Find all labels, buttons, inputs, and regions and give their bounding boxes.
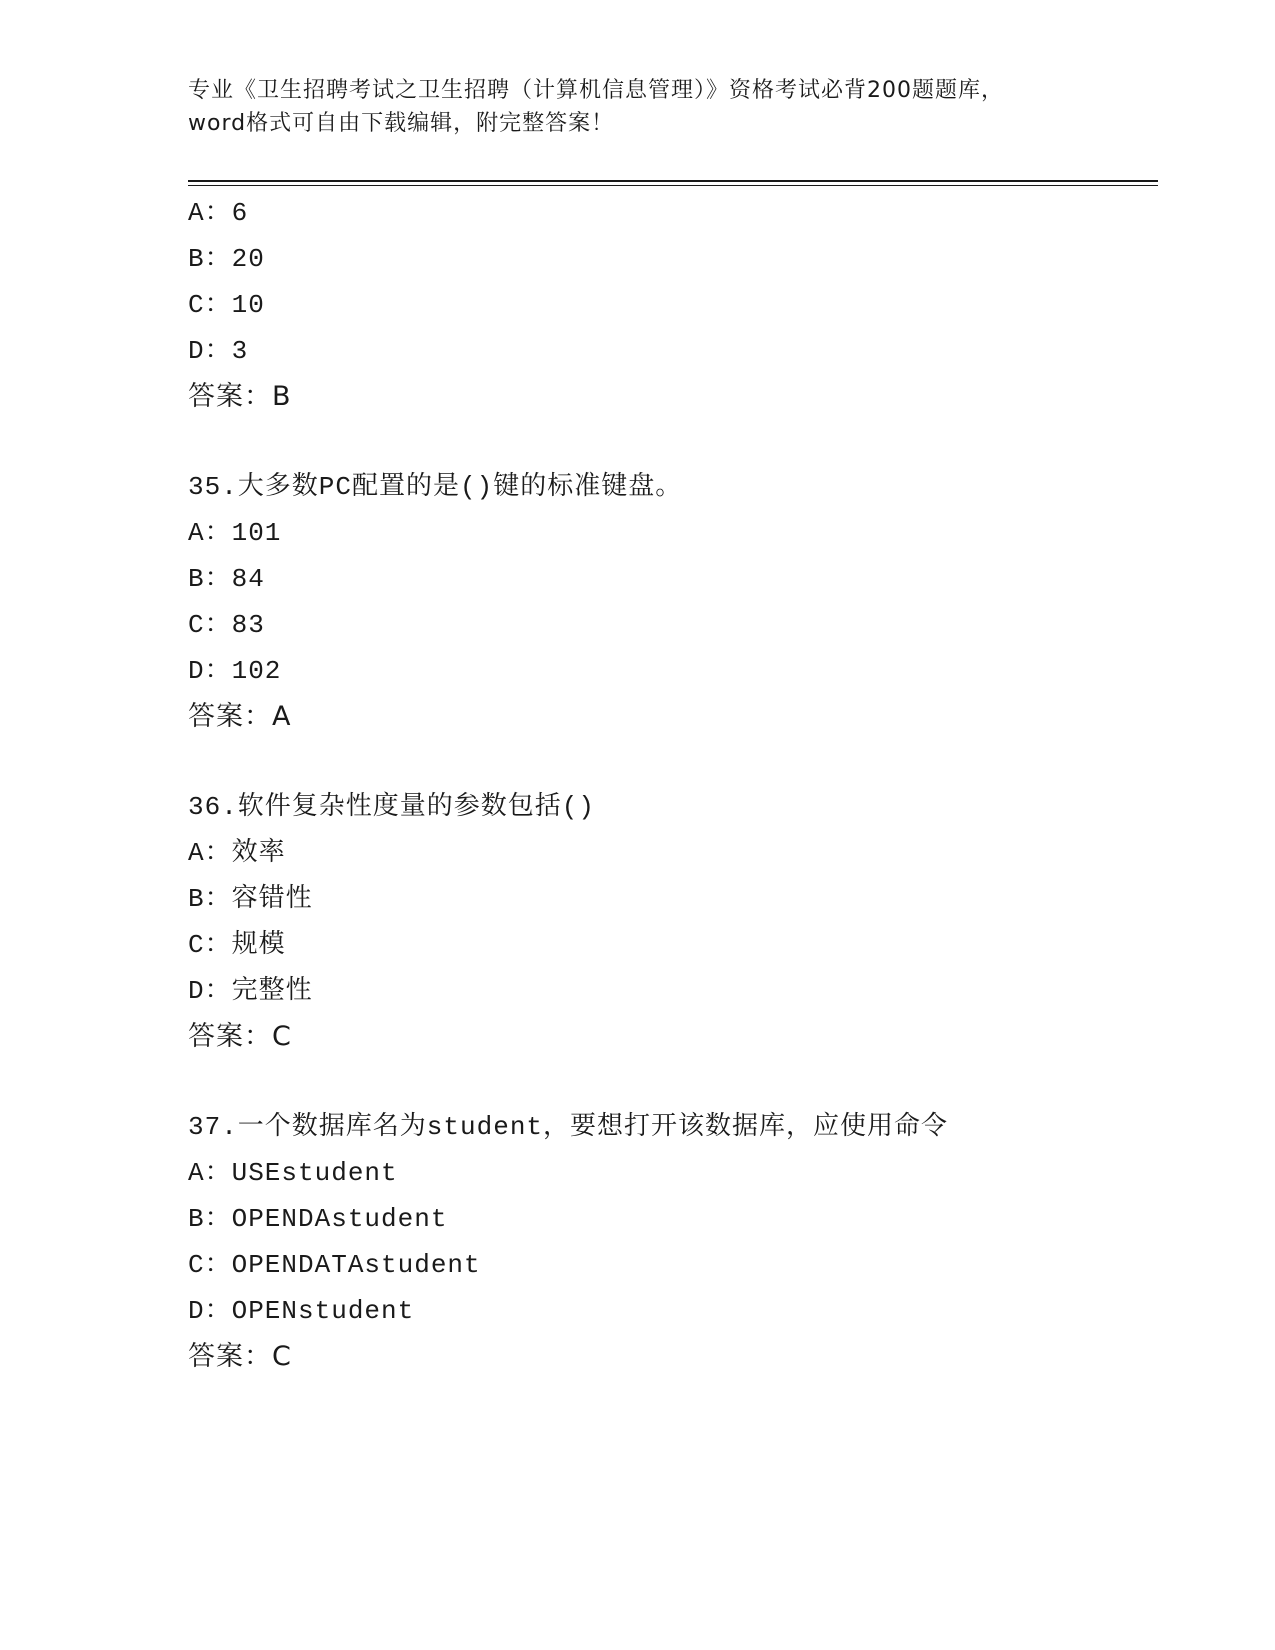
header-divider-thin [188, 185, 1158, 186]
header-title-line-1: 专业《卫生招聘考试之卫生招聘（计算机信息管理）》资格考试必背200题题库， [188, 78, 1004, 103]
question-text: 36.软件复杂性度量的参数包括() [188, 792, 596, 822]
option-b: B：容错性 [188, 884, 313, 914]
answer: 答案：C [188, 1021, 292, 1052]
option-b: B：OPENDAstudent [188, 1204, 448, 1234]
answer: 答案：A [188, 701, 292, 732]
answer: 答案：B [188, 381, 292, 412]
document-header [188, 74, 1088, 140]
option-c: C：83 [188, 610, 265, 640]
option-a: A：6 [188, 198, 249, 228]
option-b: B：84 [188, 564, 265, 594]
question-block-37 [188, 1104, 1138, 1380]
option-c: C：规模 [188, 930, 286, 960]
header-divider-thick [188, 180, 1158, 182]
option-d: D：3 [188, 336, 249, 366]
question-block-34 [188, 190, 1138, 420]
header-title-line-2: word格式可自由下载编辑，附完整答案！ [188, 111, 615, 136]
option-c: C：10 [188, 290, 265, 320]
option-d: D：102 [188, 656, 282, 686]
question-list [188, 190, 1138, 1380]
option-c: C：OPENDATAstudent [188, 1250, 481, 1280]
option-a: A：USEstudent [188, 1158, 398, 1188]
block-spacer [188, 1060, 1138, 1104]
block-spacer [188, 420, 1138, 464]
block-spacer [188, 740, 1138, 784]
question-block-35 [188, 464, 1138, 740]
option-d: D：完整性 [188, 976, 313, 1006]
option-d: D：OPENstudent [188, 1296, 415, 1326]
question-text: 37.一个数据库名为student，要想打开该数据库，应使用命令 [188, 1112, 949, 1142]
option-a: A：效率 [188, 838, 286, 868]
option-b: B：20 [188, 244, 265, 274]
question-text: 35.大多数PC配置的是()键的标准键盘。 [188, 472, 683, 502]
option-a: A：101 [188, 518, 282, 548]
question-block-36 [188, 784, 1138, 1060]
answer: 答案：C [188, 1341, 292, 1372]
